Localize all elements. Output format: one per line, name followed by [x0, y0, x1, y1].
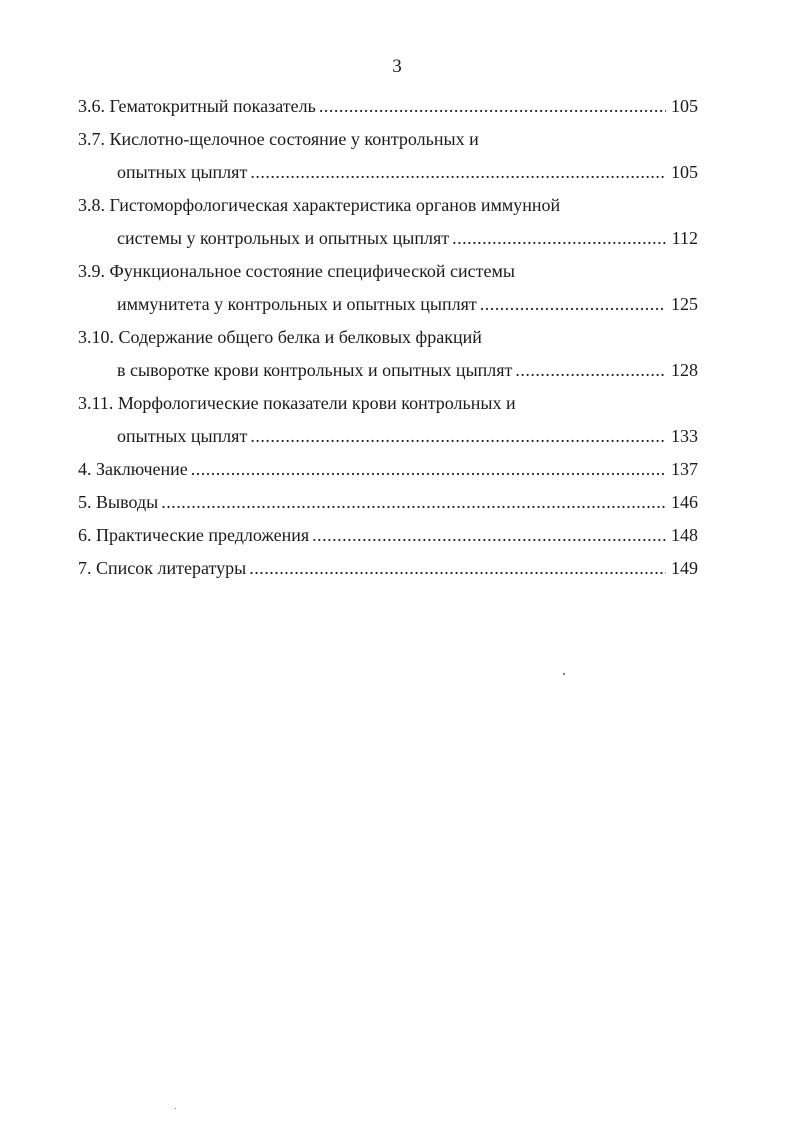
toc-entry-title: 3.10. Содержание общего белка и белковых фракций — [78, 327, 482, 347]
toc-entry-title: 6. Практические предложения — [78, 525, 310, 545]
toc-entry-title-continuation: системы у контрольных и опытных цыплят — [117, 228, 450, 248]
toc-entry-3-9-title — [78, 255, 698, 288]
dot-leader — [515, 354, 666, 387]
toc-entry-title-continuation: в сыворотке крови контрольных и опытных цыплят — [117, 360, 513, 380]
page-number: 3 — [392, 56, 402, 77]
toc-entry-3-10-title — [78, 321, 698, 354]
toc-page-ref: 137 — [671, 459, 698, 479]
toc-entry-4 — [78, 453, 698, 486]
toc-page-ref: 133 — [671, 426, 698, 446]
toc-entry-3-7-title — [78, 123, 698, 156]
dot-leader — [250, 420, 666, 453]
scan-speck — [563, 673, 565, 675]
toc-entry-title: 3.9. Функциональное состояние специфической системы — [78, 261, 515, 281]
toc-entry-title: 3.11. Морфологические показатели крови контрольных и — [78, 393, 516, 413]
toc-page-ref: 105 — [671, 162, 698, 182]
toc-entry-6 — [78, 519, 698, 552]
toc-entry-title: 5. Выводы — [78, 492, 159, 512]
toc-entry-3-7-continuation — [78, 156, 698, 189]
toc-entry-3-11-title — [78, 387, 698, 420]
toc-entry-7 — [78, 552, 698, 585]
toc-page-ref: 148 — [671, 525, 698, 545]
dot-leader — [249, 552, 666, 585]
toc-entry-3-11-continuation — [78, 420, 698, 453]
toc-entry-title: 7. Список литературы — [78, 558, 247, 578]
dot-leader — [250, 156, 666, 189]
toc-entry-3-8-continuation — [78, 222, 698, 255]
toc-page-ref: 112 — [671, 228, 698, 248]
dot-leader — [312, 519, 666, 552]
toc-entry-title: 3.8. Гистоморфологическая характеристика органов иммунной — [78, 195, 561, 215]
toc-entry-5 — [78, 486, 698, 519]
toc-entry-title: 4. Заключение — [78, 459, 188, 479]
toc-entry-title-continuation: опытных цыплят — [117, 162, 248, 182]
toc-page-ref: 128 — [671, 360, 698, 380]
toc-entry-3-9-continuation — [78, 288, 698, 321]
toc-entry-title: 3.6. Гематокритный показатель — [78, 96, 316, 116]
toc-entry-title-continuation: иммунитета у контрольных и опытных цыплят — [117, 294, 477, 314]
toc-page-ref: 146 — [671, 492, 698, 512]
dot-leader — [452, 222, 666, 255]
toc-entry-3-8-title — [78, 189, 698, 222]
toc-entry-3-10-continuation — [78, 354, 698, 387]
scan-speck — [175, 1108, 176, 1109]
dot-leader — [319, 90, 666, 123]
toc-page-ref: 105 — [671, 96, 698, 116]
dot-leader — [191, 453, 666, 486]
toc-entry-title: 3.7. Кислотно-щелочное состояние у контрольных и — [78, 129, 479, 149]
table-of-contents — [78, 90, 698, 585]
toc-entry-title-continuation: опытных цыплят — [117, 426, 248, 446]
dot-leader — [161, 486, 666, 519]
toc-page-ref: 149 — [671, 558, 698, 578]
toc-entry-3-6 — [78, 90, 698, 123]
toc-page-ref: 125 — [671, 294, 698, 314]
dot-leader — [480, 288, 666, 321]
